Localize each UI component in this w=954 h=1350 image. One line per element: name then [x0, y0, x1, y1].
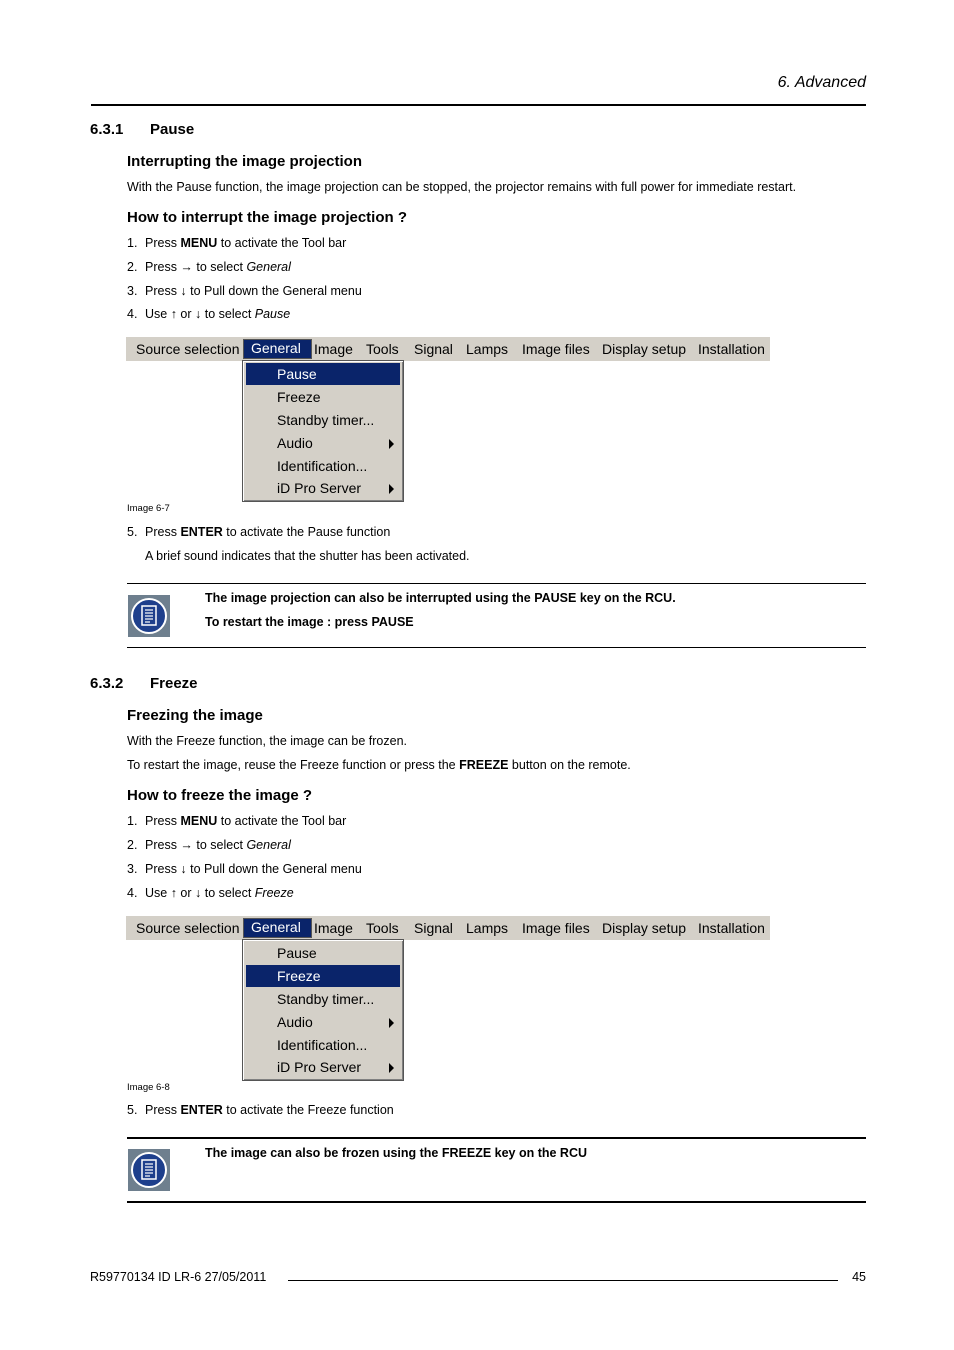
- menu-item-source-selection[interactable]: Source selection: [136, 341, 240, 357]
- step-item: 1. Press MENU to activate the Tool bar: [127, 236, 347, 250]
- menu-bar: [126, 916, 770, 940]
- note-text: To restart the image : press PAUSE: [205, 615, 414, 629]
- dropdown-item-pause[interactable]: Pause: [277, 945, 317, 961]
- submenu-arrow-icon: [389, 1063, 394, 1073]
- dropdown-item-audio[interactable]: Audio: [246, 1011, 400, 1033]
- section-heading-freeze: [90, 675, 198, 692]
- note-text: The image projection can also be interrupted using the PAUSE key on the RCU.: [205, 591, 676, 605]
- dropdown-item-pause[interactable]: Pause: [246, 363, 400, 385]
- note-rule: [127, 1201, 866, 1203]
- dropdown-item-identification[interactable]: Identification...: [277, 458, 368, 474]
- menu-item-installation[interactable]: Installation: [698, 341, 765, 357]
- note-rule: [127, 1137, 866, 1139]
- image-caption: Image 6-8: [127, 1082, 170, 1093]
- menu-item-image-files[interactable]: Image files: [522, 341, 590, 357]
- menu-item-general[interactable]: General: [243, 339, 312, 359]
- menu-item-signal[interactable]: Signal: [414, 920, 453, 936]
- subheading: Freezing the image: [127, 707, 263, 724]
- dropdown-item-freeze[interactable]: Freeze: [246, 965, 400, 987]
- menu-item-lamps[interactable]: Lamps: [466, 341, 509, 357]
- section-title: Freeze: [150, 675, 198, 692]
- image-caption: Image 6-7: [127, 503, 170, 514]
- step-item: 2. Press → to select General: [127, 260, 291, 274]
- paragraph: With the Freeze function, the image can be frozen.: [127, 734, 408, 748]
- step-item: 5. Press ENTER to activate the Pause function: [127, 525, 391, 539]
- note-icon: [128, 595, 170, 637]
- menu-item-image-files[interactable]: Image files: [522, 920, 590, 936]
- note-text: The image can also be frozen using the FREEZE key on the RCU: [205, 1146, 588, 1160]
- subheading: How to interrupt the image projection ?: [127, 209, 408, 226]
- step-item: 2. Press → to select General: [127, 838, 291, 852]
- paragraph: With the Pause function, the image projection can be stopped, the projector remains with full power for immediate restart.: [127, 180, 797, 194]
- footer-doc-id: R59770134 ID LR-6 27/05/2011: [90, 1270, 267, 1284]
- dropdown-item-identification[interactable]: Identification...: [277, 1037, 368, 1053]
- dropdown-item-standby-timer[interactable]: Standby timer...: [277, 412, 375, 428]
- footer-rule: [288, 1280, 838, 1281]
- dropdown-item-audio[interactable]: Audio: [246, 432, 400, 454]
- step-item: 1. Press MENU to activate the Tool bar: [127, 814, 347, 828]
- header-rule: [91, 104, 866, 106]
- dropdown-item-id-pro-server[interactable]: iD Pro Server: [246, 477, 400, 499]
- menu-item-image[interactable]: Image: [314, 920, 353, 936]
- menu-item-image[interactable]: Image: [314, 341, 353, 357]
- general-dropdown: [242, 939, 404, 1081]
- section-heading-pause: [90, 121, 194, 138]
- menu-item-source-selection[interactable]: Source selection: [136, 920, 240, 936]
- submenu-arrow-icon: [389, 439, 394, 449]
- step-item: 5. Press ENTER to activate the Freeze function: [127, 1103, 394, 1117]
- section-number: 6.3.2: [90, 675, 124, 692]
- menu-item-tools[interactable]: Tools: [366, 920, 399, 936]
- page-number: 45: [852, 1270, 866, 1284]
- step-item: 4. Use ↑ or ↓ to select Freeze: [127, 886, 294, 900]
- dropdown-item-id-pro-server[interactable]: iD Pro Server: [246, 1056, 400, 1078]
- note-rule: [127, 583, 866, 584]
- menu-item-signal[interactable]: Signal: [414, 341, 453, 357]
- menu-item-general[interactable]: General: [243, 918, 312, 938]
- subheading: Interrupting the image projection: [127, 153, 363, 170]
- submenu-arrow-icon: [389, 484, 394, 494]
- step-item: 3. Press ↓ to Pull down the General menu: [127, 862, 362, 876]
- submenu-arrow-icon: [389, 1018, 394, 1028]
- menu-bar: [126, 337, 770, 361]
- menu-item-display-setup[interactable]: Display setup: [602, 920, 687, 936]
- section-title: Pause: [150, 121, 195, 138]
- general-dropdown: [242, 360, 404, 502]
- menu-item-installation[interactable]: Installation: [698, 920, 765, 936]
- dropdown-item-freeze[interactable]: Freeze: [277, 389, 321, 405]
- note-rule: [127, 647, 866, 648]
- menu-item-display-setup[interactable]: Display setup: [602, 341, 687, 357]
- menu-item-lamps[interactable]: Lamps: [466, 920, 509, 936]
- dropdown-item-standby-timer[interactable]: Standby timer...: [277, 991, 375, 1007]
- paragraph: To restart the image, reuse the Freeze function or press the FREEZE button on the remote.: [127, 758, 631, 772]
- section-number: 6.3.1: [90, 121, 124, 138]
- step-item: 4. Use ↑ or ↓ to select Pause: [127, 307, 291, 321]
- note-icon: [128, 1149, 170, 1191]
- step-item: 3. Press ↓ to Pull down the General menu: [127, 284, 362, 298]
- chapter-header: 6. Advanced: [777, 74, 866, 91]
- step-subtext: A brief sound indicates that the shutter has been activated.: [145, 549, 470, 563]
- subheading: How to freeze the image ?: [127, 787, 313, 804]
- menu-item-tools[interactable]: Tools: [366, 341, 399, 357]
